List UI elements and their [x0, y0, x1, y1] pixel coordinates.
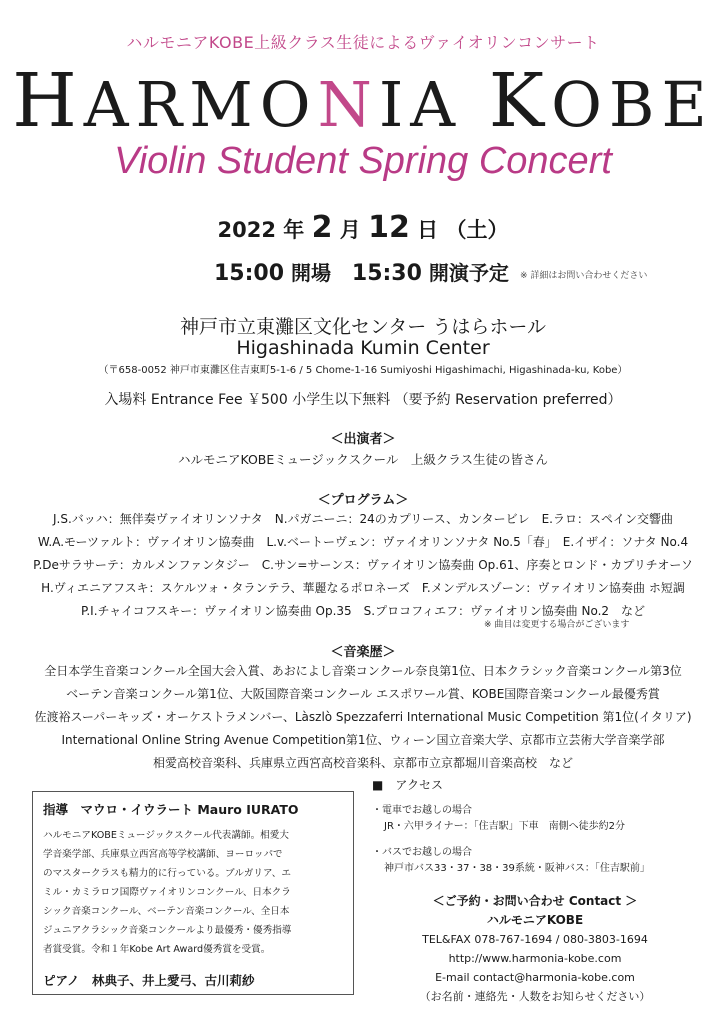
contact-email[interactable]: E-mail contact@harmonia-kobe.com	[435, 971, 635, 984]
logo-text-ia: IA	[378, 68, 489, 141]
program-line: J.S.バッハ：無伴奏ヴァイオリンソナタ N.パガニーニ：24のカプリース、カンタービレ E.ラロ：スペイン交響曲	[53, 512, 673, 526]
contact-tel: TEL&FAX 078-767-1694 / 080-3803-1694	[422, 933, 648, 946]
performers-text: ハルモニアKOBEミュージックスクール 上級クラス生徒の皆さん	[177, 452, 549, 467]
concert-date	[0, 210, 726, 245]
contact-section	[380, 892, 690, 1006]
performers-heading: ＜出演者＞	[330, 432, 396, 447]
contact-note: （お名前・連絡先・人数をお知らせください）	[419, 990, 651, 1003]
instructor-title: 指導 マウロ・イウラート Mauro IURATO	[43, 802, 299, 817]
program-line: P.I.チャイコフスキー：ヴァイオリン協奏曲 Op.35 S.プロコフィエフ：ヴァイオリン協奏曲 No.2 など	[80, 604, 646, 618]
access-heading: ■ アクセス	[372, 778, 443, 792]
program-line: P.Deサラサーテ：カルメンファンタジー C.サン=サーンス：ヴァイオリン協奏曲 Op.61、序奏とロンド・カプリチオーソ	[33, 558, 693, 572]
harmonia-kobe-logo	[0, 58, 726, 144]
bio-line: ミル・カミラロフ国際ヴァイオリンコンクール、日本クラ	[43, 887, 291, 898]
time-start: 15:30	[351, 261, 422, 286]
program-heading: ＜プログラム＞	[317, 493, 409, 508]
venue-address: （〒658-0052 神戸市東灘区住吉東町5-1-6 / 5 Chome-1-16 Sumiyoshi Higashimachi, Higashinada-ku, Kobe）	[98, 365, 628, 376]
bio-line: ハルモニアKOBEミュージックスクール代表講師。相愛大	[43, 830, 289, 841]
contact-url[interactable]: http://www.harmonia-kobe.com	[448, 952, 622, 965]
time-note: ※ 詳細はお問い合わせください	[520, 271, 648, 281]
access-train-label: ・電車でお越しの場合	[372, 805, 472, 816]
date-day: 12	[368, 210, 410, 245]
awards-line: 佐渡裕スーパーキッズ・オーケストラメンバー、Làszlò Spezzaferri International Music Competition 第1位(イタリア)	[34, 710, 692, 724]
access-train-text: JR・六甲ライナー：「住吉駅」下車 南側へ徒歩約2分	[384, 821, 625, 832]
bio-line: シック音楽コンクール、ベーテン音楽コンクール、全日本	[43, 906, 290, 917]
date-weekday: （土）	[445, 218, 509, 242]
awards-line: International Online String Avenue Competition第1位、ウィーン国立音楽大学、京都市立芸術大学音楽学部	[61, 733, 665, 747]
access-section	[372, 776, 692, 877]
date-day-unit: 日	[417, 218, 439, 242]
time-start-label: 開演予定	[428, 261, 509, 285]
venue-name-en: Higashinada Kumin Center	[236, 337, 490, 359]
logo-text-obe: OBE	[551, 68, 714, 141]
awards-line: 全日本学生音楽コンクール全国大会入賞、あおによし音楽コンクール奈良第1位、日本クラシック音楽コンクール第3位	[44, 664, 682, 678]
date-month-unit: 月	[339, 218, 361, 242]
date-year: 2022	[217, 218, 276, 242]
event-subtitle: ハルモニアKOBE上級クラス生徒によるヴァイオリンコンサート	[126, 33, 600, 52]
program-line: W.A.モーツァルト：ヴァイオリン協奏曲 L.v.ベートーヴェン：ヴァイオリンソナタ No.5「春」 E.イザイ：ソナタ No.4	[37, 535, 689, 549]
awards-line: ベーテン音楽コンクール第1位、大阪国際音楽コンクール エスポワール賞、KOBE国際音楽コンクール最優秀賞	[66, 687, 660, 701]
program-note: ※ 曲目は変更する場合がございます	[484, 620, 630, 630]
entrance-fee: 入場料 Entrance Fee ￥500 小学生以下無料 （要予約 Reservation preferred）	[104, 392, 622, 408]
logo-letter-k: K	[488, 58, 552, 144]
access-bus-label: ・バスでお越しの場合	[372, 847, 472, 858]
program-list	[0, 508, 726, 623]
awards-list	[0, 660, 726, 775]
concert-time	[214, 257, 509, 286]
bio-line: 者賞受賞。令和１年Kobe Art Award優秀賞を受賞。	[43, 944, 271, 955]
bio-line: のマスタークラスも精力的に行っている。ブルガリア、エ	[43, 868, 291, 879]
time-open-label: 開場	[291, 261, 331, 285]
time-open: 15:00	[214, 261, 285, 286]
awards-line: 相愛高校音楽科、兵庫県立西宮高校音楽科、京都市立京都堀川音楽高校 など	[152, 756, 573, 770]
program-line: H.ヴィエニアフスキ：スケルツォ・タランテラ、華麗なるポロネーズ F.メンデルスゾーン：ヴァイオリン協奏曲 ホ短調	[41, 581, 685, 595]
instructor-box	[32, 791, 354, 995]
contact-org: ハルモニアKOBE	[486, 913, 584, 927]
awards-heading: ＜音楽歴＞	[330, 645, 396, 660]
bio-line: 学音楽学部、兵庫県立西宮高等学校講師、ヨーロッパで	[43, 849, 283, 860]
concert-title: Violin Student Spring Concert	[114, 140, 612, 182]
venue-name-jp: 神戸市立東灘区文化センター うはらホール	[180, 316, 546, 338]
date-month: 2	[311, 210, 333, 245]
logo-text-armo: ARMO	[83, 68, 318, 141]
date-year-unit: 年	[283, 218, 305, 242]
access-bus-text: 神戸市バス33・37・38・39系統・阪神バス：「住吉駅前」	[384, 863, 650, 874]
logo-letter-h: H	[12, 58, 84, 144]
bio-line: ジュニアクラシック音楽コンクールより最優秀・優秀指導	[43, 925, 292, 936]
piano-accompanists: ピアノ 林典子、井上愛弓、古川莉紗	[43, 973, 255, 988]
contact-heading: ＜ご予約・お問い合わせ Contact ＞	[432, 894, 638, 908]
logo-letter-n: N	[317, 68, 379, 141]
instructor-bio	[43, 826, 343, 959]
